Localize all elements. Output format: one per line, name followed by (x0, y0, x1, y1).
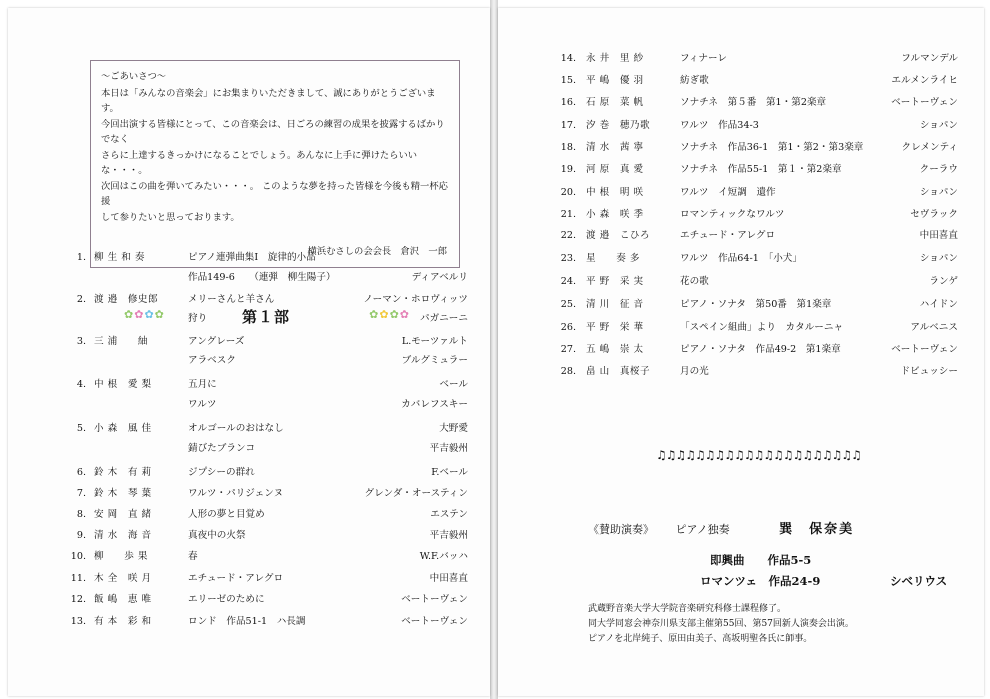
piece-title: フィナーレ (680, 53, 728, 64)
program-number: 12. (70, 594, 86, 605)
composer-name: ランゲ (929, 276, 958, 287)
program-number: 14. (560, 53, 576, 64)
performer-name: 汐 巻 穂乃歌 (586, 120, 651, 131)
guest-bio (588, 602, 854, 647)
bio-line: ピアノを北岸純子、原田由美子、高坂明聖各氏に師事。 (588, 634, 813, 644)
program-row (498, 95, 984, 111)
piece-title: メリーさんと羊さん (188, 294, 275, 305)
piece-title: エリーゼのために (188, 594, 265, 605)
composer-name: カバレフスキー (401, 399, 468, 410)
program-number: 1. (76, 252, 86, 263)
performer-name: 鈴 木 琴 葉 (94, 488, 152, 499)
piece-title: ソナチネ 第５番 第1・第2楽章 (680, 97, 827, 108)
program-row (8, 465, 490, 481)
greeting-line: して参りたいと思っております。 (101, 211, 240, 223)
program-row (8, 528, 490, 544)
program-number: 10. (70, 551, 86, 562)
piece-title: ソナチネ 作品36-1 第1・第2・第3楽章 (680, 142, 864, 153)
left-page (8, 8, 490, 696)
bio-line: 同大学同窓会神奈川県支部主催第55回、第57回新人演奏会出演。 (588, 619, 854, 629)
program-number: 13. (70, 616, 86, 627)
piece-title: ワルツ (188, 399, 217, 410)
composer-name: W.F.バッハ (419, 551, 468, 562)
composer-name: アルベニス (910, 322, 958, 333)
composer-name: ショパン (919, 120, 958, 131)
performer-name: 中 根 明 咲 (586, 187, 644, 198)
piece-title: ロマンティックなワルツ (680, 209, 785, 220)
program-row (8, 421, 490, 437)
music-notes-decoration-icon: ♫♫♫♫♫♫♫♫♫♫♫♫♫♫♫♫♫♫♫♫♫ (656, 448, 861, 462)
program-row (8, 571, 490, 587)
guest-performance (588, 518, 854, 537)
program-row (8, 486, 490, 502)
composer-name: ディアベルリ (411, 272, 468, 283)
performer-name: 河 原 真 愛 (586, 164, 644, 175)
program-number: 26. (560, 322, 576, 333)
program-row (8, 549, 490, 565)
composer-name: ノーマン・ホロヴィッツ (363, 294, 468, 305)
program-row (498, 73, 984, 89)
performer-name: 中 根 愛 梨 (94, 379, 152, 390)
program-row (498, 140, 984, 156)
performer-name: 小 森 咲 季 (586, 209, 644, 220)
greeting-line: 本日は「みんなの音楽会」にお集まりいただきまして、誠にありがとうございます。 (101, 87, 436, 114)
performer-name: 柳 生 和 奏 (94, 252, 146, 263)
guest-name: 巽 保奈美 (779, 522, 855, 537)
performer-name: 清 川 征 音 (586, 299, 644, 310)
piece-title: 作品149-6 （連弾 柳生陽子） (188, 272, 336, 283)
bio-line: 武蔵野音楽大学大学院音楽研究科修士課程修了。 (588, 604, 787, 614)
composer-name: 大野愛 (439, 423, 468, 434)
program-number: 21. (560, 209, 576, 220)
performer-name: 永 井 里 紗 (586, 53, 644, 64)
performer-name: 清 水 茜 寧 (586, 142, 644, 153)
piece-title: ワルツ 作品34-3 (680, 120, 759, 131)
piece-title: ワルツ イ短調 遺作 (680, 187, 776, 198)
guest-kind: ピアノ独奏 (675, 523, 730, 536)
program-row (498, 251, 984, 267)
piece-title: ロンド 作品51-1 ハ長調 (188, 616, 306, 627)
program-number: 28. (560, 366, 576, 377)
piece-title: ピアノ連弾曲集Ⅰ 旋律的小品 (188, 252, 316, 263)
program-number: 16. (560, 97, 576, 108)
program-number: 23. (560, 253, 576, 264)
program-number: 27. (560, 344, 576, 355)
piece-title: 錆びたブランコ (188, 443, 256, 454)
program-row (498, 342, 984, 358)
right-program-list (498, 8, 984, 696)
program-row (8, 614, 490, 630)
composer-name: エステン (430, 509, 468, 520)
program-row (8, 270, 490, 286)
composer-name: F.ベール (431, 467, 468, 478)
left-program-list (8, 8, 490, 696)
program-number: 11. (70, 573, 86, 584)
composer-name: ショパン (919, 187, 958, 198)
piece-title: ピアノ・ソナタ 作品49-2 第1楽章 (680, 344, 841, 355)
performer-name: 星 奏 多 (586, 253, 641, 264)
program-number: 6. (76, 467, 86, 478)
performer-name: 平 野 采 実 (586, 276, 644, 287)
piece-title: 真夜中の火祭 (188, 530, 246, 541)
program-number: 19. (560, 164, 576, 175)
composer-name: クレメンティ (901, 142, 958, 153)
piece-title: エチュード・アレグロ (680, 230, 776, 241)
flower-decoration-icon: ✿✿✿✿ (124, 308, 165, 321)
performer-name: 五 嶋 崇 太 (586, 344, 644, 355)
program-number: 22. (560, 230, 576, 241)
guest-piece: 即興曲 作品5-5 (710, 553, 812, 567)
composer-name: ベートーヴェン (891, 344, 958, 355)
program-number: 20. (560, 187, 576, 198)
composer-name: 中田喜直 (919, 230, 958, 241)
guest-composer: シベリウス (890, 574, 948, 588)
program-row (498, 51, 984, 67)
composer-name: ベートーヴェン (891, 97, 958, 108)
greeting-line: 今回出演する皆様にとって、この音楽会は、日ごろの練習の成果を披露するばかりでなく (101, 118, 445, 145)
guest-piece: ロマンツェ 作品24-9 (700, 574, 821, 588)
performer-name: 清 水 海 音 (94, 530, 152, 541)
program-number: 18. (560, 142, 576, 153)
piece-title: オルゴールのおはなし (188, 423, 284, 434)
composer-name: 平吉毅州 (429, 443, 468, 454)
program-row (8, 250, 490, 266)
program-row (498, 162, 984, 178)
greeting-title: ～ごあいさつ～ (101, 71, 167, 82)
composer-name: セヴラック (910, 209, 958, 220)
composer-name: フルマンデル (901, 53, 958, 64)
program-row (498, 228, 984, 244)
program-number: 17. (560, 120, 576, 131)
right-page (498, 8, 984, 696)
composer-name: ベール (439, 379, 468, 390)
program-number: 4. (76, 379, 86, 390)
piece-title: 春 (188, 551, 198, 562)
greeting-signature: 横浜むさしの会会長 倉沢 一郎 (307, 245, 447, 257)
composer-name: グレンダ・オースティン (364, 488, 468, 499)
performer-name: 木 全 咲 月 (94, 573, 152, 584)
program-row (8, 334, 490, 350)
piece-title: アングレーズ (188, 336, 245, 347)
program-row (8, 592, 490, 608)
composer-name: ハイドン (919, 299, 958, 310)
program-row (8, 353, 490, 369)
greeting-line: さらに上達するきっかけになることでしょう。あんなに上手に弾けたらいいな・・・。 (101, 149, 418, 176)
composer-name: パガニーニ (420, 313, 468, 324)
piece-title: ソナチネ 作品55-1 第１・第2楽章 (680, 164, 842, 175)
program-number: 24. (560, 276, 576, 287)
performer-name: 畠 山 真桜子 (586, 366, 651, 377)
performer-name: 有 本 彩 和 (94, 616, 152, 627)
composer-name: ドビュッシー (900, 366, 958, 377)
performer-name: 飯 嶋 恵 唯 (94, 594, 152, 605)
piece-title: 狩り (188, 313, 208, 324)
performer-name: 平 野 栄 華 (586, 322, 644, 333)
piece-title: ワルツ・パリジェンヌ (188, 488, 284, 499)
program-row (8, 311, 490, 327)
performer-name: 三 浦 紬 (94, 336, 149, 347)
performer-name: 平 嶋 優 羽 (586, 75, 644, 86)
performer-name: 安 岡 直 緒 (94, 509, 152, 520)
piece-title: エチュード・アレグロ (188, 573, 284, 584)
program-row (8, 397, 490, 413)
performer-name: 柳 歩 果 (94, 551, 149, 562)
piece-title: 月の光 (680, 366, 709, 377)
program-number: 2. (76, 294, 86, 305)
composer-name: ベートーヴェン (401, 594, 468, 605)
greeting-line: 次回はこの曲を弾いてみたい・・・。 このような夢を持った皆様を今後も精一杯応援 (101, 180, 448, 207)
composer-name: ショパン (919, 253, 958, 264)
piece-title: 五月に (188, 379, 217, 390)
performer-name: 小 森 風 佳 (94, 423, 152, 434)
program-row (8, 441, 490, 457)
program-number: 3. (76, 336, 86, 347)
program-number: 15. (560, 75, 576, 86)
flower-decoration-icon: ✿✿✿✿ (369, 308, 410, 321)
program-number: 7. (76, 488, 86, 499)
program-row (8, 507, 490, 523)
performer-name: 石 原 菜 帆 (586, 97, 644, 108)
composer-name: 平吉毅州 (429, 530, 468, 541)
piece-title: ワルツ 作品64-1 「小犬」 (680, 253, 802, 264)
piece-title: 人形の夢と目覚め (188, 509, 265, 520)
composer-name: 中田喜直 (429, 573, 468, 584)
piece-title: 花の歌 (680, 276, 709, 287)
guest-label: 《賛助演奏》 (588, 523, 654, 536)
part-title: 第１部 (241, 308, 290, 326)
composer-name: ベートーヴェン (401, 616, 468, 627)
performer-name: 渡 邉 修史郎 (94, 294, 159, 305)
program-number: 25. (560, 299, 576, 310)
program-number: 9. (76, 530, 86, 541)
program-row (498, 207, 984, 223)
page-gutter (490, 0, 498, 699)
program-row (498, 297, 984, 313)
piece-title: アラベスク (188, 355, 236, 366)
program-row (498, 118, 984, 134)
program-row (498, 320, 984, 336)
program-row (498, 185, 984, 201)
program-number: 8. (76, 509, 86, 520)
piece-title: ジプシーの群れ (188, 467, 255, 478)
composer-name: エルメンライヒ (891, 75, 958, 86)
program-row (8, 292, 490, 308)
performer-name: 鈴 木 有 莉 (94, 467, 152, 478)
composer-name: L.モーツァルト (401, 336, 468, 347)
composer-name: クーラウ (919, 164, 958, 175)
piece-title: 「スペイン組曲」より カタルーニャ (680, 322, 844, 333)
program-row (498, 274, 984, 290)
performer-name: 渡 邉 こひろ (586, 230, 651, 241)
program-row (8, 377, 490, 393)
composer-name: ブルグミュラー (401, 355, 468, 366)
program-row (498, 364, 984, 380)
piece-title: 紡ぎ歌 (680, 75, 709, 86)
piece-title: ピアノ・ソナタ 第50番 第1楽章 (680, 299, 832, 310)
program-number: 5. (76, 423, 86, 434)
